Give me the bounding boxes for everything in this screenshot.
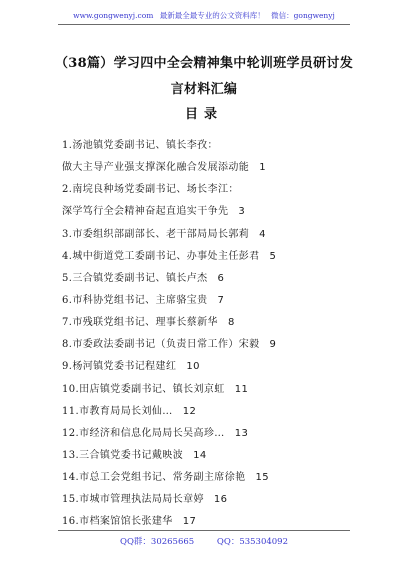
toc-entry[interactable]	[62, 313, 235, 328]
toc-entry-page-number: 4	[259, 229, 266, 240]
toc-entry-page-number: 8	[227, 317, 235, 328]
toc-entry[interactable]	[62, 335, 276, 350]
toc-entry[interactable]	[62, 158, 266, 173]
toc-entry-text: 16.市档案馆馆长张建华	[62, 516, 173, 527]
page-footer	[0, 535, 408, 547]
page-header	[0, 10, 408, 21]
toc-entry[interactable]	[62, 512, 196, 527]
toc-entry[interactable]	[62, 247, 276, 262]
toc-entry[interactable]	[62, 136, 218, 151]
toc-entry-page-number: 13	[234, 428, 249, 439]
footer-qq: QQ：535304092	[216, 537, 288, 547]
toc-entry-page-number: 1	[259, 162, 266, 173]
toc-entry[interactable]	[62, 225, 266, 240]
toc-entry-text: 8.市委政法委副书记（负责日常工作）宋毅	[62, 339, 260, 350]
toc-entry-page-number: 15	[255, 472, 270, 483]
header-website-link[interactable]: www.gongwenyj.com	[73, 11, 154, 20]
toc-entry-page-number: 10	[186, 361, 200, 372]
toc-entry[interactable]	[62, 357, 200, 372]
toc-entry-page-number: 3	[238, 206, 246, 217]
header-wechat: 微信：gongwenyj	[271, 11, 335, 20]
toc-entry-page-number: 16	[213, 494, 228, 505]
toc-entry-page-number: 12	[182, 406, 197, 417]
toc-entry-page-number: 14	[193, 450, 207, 461]
toc-entry[interactable]	[62, 202, 245, 217]
toc-entry-page-number: 6	[217, 273, 225, 284]
toc-entry-text: 1.汤池镇党委副书记、镇长李孜：	[62, 140, 218, 151]
toc-entry-text: 12.市经济和信息化局局长吴高珍…	[62, 428, 225, 439]
header-divider	[58, 24, 350, 25]
toc-entry[interactable]	[62, 380, 248, 395]
toc-entry-text: 2.南垸良种场党委副书记、场长李江：	[62, 184, 239, 195]
document-title-line2: 言材料汇编	[170, 82, 238, 97]
toc-entry-text: 做大主导产业强支撑深化融合发展添动能	[62, 162, 250, 173]
toc-entry-text: 11.市教育局局长刘仙…	[62, 406, 173, 417]
toc-entry-text: 15.市城市管理执法局局长章婷	[62, 494, 204, 505]
toc-entry-page-number: 11	[234, 384, 249, 395]
toc-entry-page-number: 5	[269, 251, 277, 262]
toc-entry-page-number: 9	[269, 339, 277, 350]
toc-entry-text: 3.市委组织部副部长、老干部局局长郭莉	[62, 229, 250, 240]
footer-qq-group: QQ群：30265665	[119, 537, 195, 547]
document-title-line1: （38篇）学习四中全会精神集中轮训班学员研讨发	[55, 56, 353, 71]
toc-entry-page-number: 7	[217, 295, 225, 306]
header-slogan: 最新最全最专业的公文资料库！	[159, 11, 265, 20]
toc-entry-text: 13.三合镇党委书记戴映波	[62, 450, 184, 461]
toc-entry[interactable]	[62, 291, 224, 306]
toc-entry-text: 14.市总工会党组书记、常务副主席徐艳	[62, 472, 246, 483]
toc-entry[interactable]	[62, 468, 269, 483]
toc-entry[interactable]	[62, 446, 207, 461]
footer-divider	[58, 530, 350, 531]
toc-entry-text: 5.三合镇党委副书记、镇长卢杰	[62, 273, 208, 284]
toc-entry[interactable]	[62, 269, 224, 284]
toc-entry-text: 10.田店镇党委副书记、镇长刘京虹	[62, 384, 225, 395]
toc-entry-text: 7.市残联党组书记、理事长蔡新华	[62, 317, 218, 328]
toc-entry-text: 6.市科协党组书记、主席骆宝贵	[62, 295, 208, 306]
toc-entry[interactable]	[62, 180, 239, 195]
toc-entry[interactable]	[62, 402, 196, 417]
toc-entry[interactable]	[62, 490, 227, 505]
toc-entry-page-number: 17	[182, 516, 197, 527]
toc-heading: 目录	[184, 107, 223, 122]
toc-entry-text: 深学笃行全会精神奋起直追实干争先	[62, 206, 229, 217]
toc-entry-text: 9.杨河镇党委书记程建红	[62, 361, 177, 372]
toc-entry-text: 4.城中街道党工委副书记、办事处主任彭君	[62, 251, 260, 262]
toc-entry[interactable]	[62, 424, 248, 439]
